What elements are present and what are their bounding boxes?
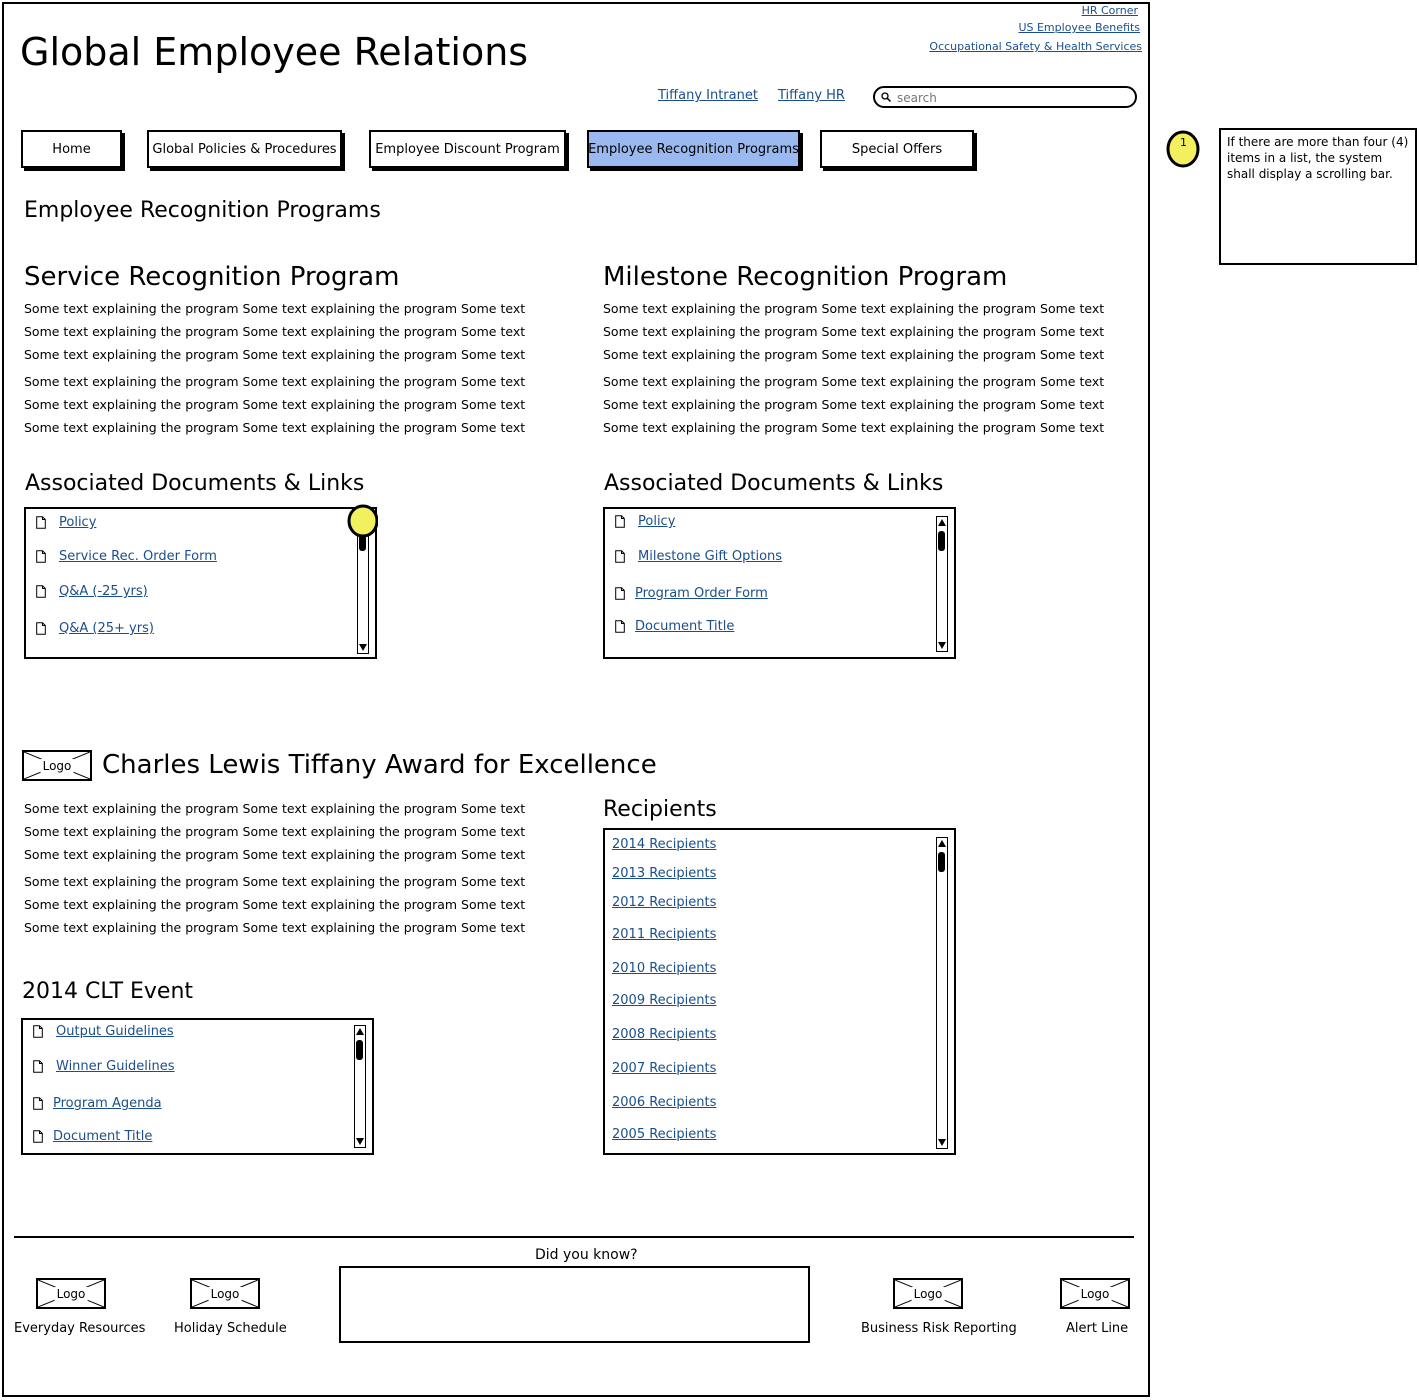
everyday-resources-logo[interactable] — [36, 1278, 106, 1309]
document-icon — [36, 516, 46, 529]
text-line: Some text explaining the program Some text explaining the program Some text — [24, 801, 526, 816]
document-icon — [615, 620, 625, 633]
milestone-text — [603, 301, 1104, 443]
scroll-down-arrow-icon[interactable] — [356, 1138, 364, 1145]
business-risk-label[interactable]: Business Risk Reporting — [861, 1321, 1017, 1336]
text-line: Some text explaining the program Some text explaining the program Some text — [24, 824, 526, 839]
recipients-2008-link[interactable]: 2008 Recipients — [612, 1027, 717, 1042]
tab-special-offers[interactable]: Special Offers — [820, 130, 974, 168]
list-item — [33, 1096, 162, 1111]
list-item — [33, 1129, 152, 1144]
search-icon — [881, 92, 891, 102]
list-item — [33, 1024, 174, 1039]
page-title: Employee Recognition Programs — [24, 198, 381, 223]
us-employee-benefits-link[interactable]: US Employee Benefits — [1018, 21, 1140, 34]
logo-label: Logo — [56, 1286, 86, 1301]
program-agenda-link[interactable]: Program Agenda — [53, 1096, 162, 1111]
site-title: Global Employee Relations — [20, 30, 529, 74]
milestone-docs-list[interactable] — [603, 507, 956, 659]
text-line: Some text explaining the program Some text explaining the program Some text — [24, 347, 526, 362]
occupational-safety-link[interactable]: Occupational Safety & Health Services — [929, 40, 1142, 53]
text-line: Some text explaining the program Some text explaining the program Some text — [603, 397, 1105, 412]
document-icon — [33, 1060, 43, 1073]
list-item — [612, 1061, 716, 1076]
alert-line-label[interactable]: Alert Line — [1066, 1321, 1129, 1336]
list-item — [33, 1059, 175, 1074]
search-input[interactable] — [895, 89, 1129, 107]
recipients-2010-link[interactable]: 2010 Recipients — [612, 961, 717, 976]
list-item — [612, 961, 716, 976]
service-heading: Service Recognition Program — [24, 262, 400, 292]
list-item — [612, 1127, 716, 1142]
text-line: Some text explaining the program Some text explaining the program Some text — [24, 897, 526, 912]
annotation-marker-icon — [346, 503, 378, 537]
recipients-2005-link[interactable]: 2005 Recipients — [612, 1127, 717, 1142]
tab-employee-recognition[interactable]: Employee Recognition Programs — [587, 130, 800, 168]
output-guidelines-link[interactable]: Output Guidelines — [56, 1024, 174, 1039]
list-item — [612, 837, 716, 852]
event-docs-list[interactable] — [21, 1018, 374, 1155]
text-line: Some text explaining the program Some text explaining the program Some text — [24, 847, 526, 862]
list-item — [612, 895, 716, 910]
document-icon — [33, 1025, 43, 1038]
everyday-resources-label[interactable]: Everyday Resources — [14, 1321, 146, 1336]
text-line: Some text explaining the program Some text explaining the program Some text — [24, 324, 526, 339]
document-icon — [33, 1130, 43, 1143]
text-line: Some text explaining the program Some text explaining the program Some text — [24, 374, 526, 389]
text-line: Some text explaining the program Some text explaining the program Some text — [24, 397, 526, 412]
award-text — [24, 801, 525, 943]
scroll-thumb[interactable] — [938, 531, 945, 551]
logo-label: Logo — [1080, 1286, 1110, 1301]
document-icon — [36, 550, 46, 563]
text-line: Some text explaining the program Some text explaining the program Some text — [24, 420, 526, 435]
text-line: Some text explaining the program Some text explaining the program Some text — [24, 301, 526, 316]
alert-line-logo[interactable] — [1060, 1278, 1130, 1309]
list-item — [612, 993, 716, 1008]
tiffany-intranet-link[interactable]: Tiffany Intranet — [658, 88, 758, 103]
scroll-up-arrow-icon[interactable] — [938, 519, 946, 526]
tab-home[interactable]: Home — [21, 130, 122, 168]
scroll-thumb[interactable] — [356, 1040, 363, 1060]
annotation-note: If there are more than four (4) items in a list, the system shall display a scrolling bar. — [1219, 128, 1417, 265]
document-icon — [36, 622, 46, 635]
tab-global-policies[interactable]: Global Policies & Procedures — [147, 130, 342, 168]
service-order-form-link[interactable]: Service Rec. Order Form — [59, 549, 217, 564]
milestone-gift-options-link[interactable]: Milestone Gift Options — [638, 549, 783, 564]
scroll-up-arrow-icon[interactable] — [356, 1028, 364, 1035]
list-item — [615, 619, 734, 634]
logo-label: Logo — [210, 1286, 240, 1301]
did-you-know-label: Did you know? — [535, 1247, 638, 1263]
service-docs-list[interactable] — [24, 507, 377, 659]
recipients-2007-link[interactable]: 2007 Recipients — [612, 1061, 717, 1076]
annotation-number: 1 — [1180, 136, 1187, 149]
list-item — [36, 584, 148, 599]
document-title-link[interactable]: Document Title — [635, 619, 735, 634]
list-item — [36, 621, 154, 636]
scrollbar[interactable] — [936, 516, 948, 652]
event-heading: 2014 CLT Event — [22, 979, 194, 1004]
scroll-up-arrow-icon[interactable] — [938, 840, 946, 847]
service-docs-heading: Associated Documents & Links — [25, 471, 365, 496]
list-item — [615, 514, 675, 529]
document-icon — [615, 550, 625, 563]
recipients-2011-link[interactable]: 2011 Recipients — [612, 927, 717, 942]
award-heading: Charles Lewis Tiffany Award for Excellence — [102, 750, 657, 780]
winner-guidelines-link[interactable]: Winner Guidelines — [56, 1059, 175, 1074]
scroll-down-arrow-icon[interactable] — [359, 644, 367, 651]
document-icon — [36, 585, 46, 598]
did-you-know-box — [339, 1266, 810, 1343]
policy-link[interactable]: Policy — [638, 514, 676, 529]
scroll-down-arrow-icon[interactable] — [938, 1139, 946, 1146]
recipients-2013-link[interactable]: 2013 Recipients — [612, 866, 717, 881]
text-line: Some text explaining the program Some text explaining the program Some text — [603, 301, 1105, 316]
milestone-docs-heading: Associated Documents & Links — [604, 471, 944, 496]
list-item — [612, 866, 716, 881]
document-icon — [615, 515, 625, 528]
list-item — [615, 586, 768, 601]
service-text — [24, 301, 525, 443]
business-risk-logo[interactable] — [893, 1278, 963, 1309]
recipients-2006-link[interactable]: 2006 Recipients — [612, 1095, 717, 1110]
text-line: Some text explaining the program Some text explaining the program Some text — [24, 920, 526, 935]
logo-label: Logo — [42, 758, 72, 773]
text-line: Some text explaining the program Some text explaining the program Some text — [24, 874, 526, 889]
scroll-thumb[interactable] — [938, 852, 945, 872]
list-item — [612, 1027, 716, 1042]
policy-link[interactable]: Policy — [59, 515, 97, 530]
award-logo — [22, 750, 92, 781]
logo-label: Logo — [913, 1286, 943, 1301]
text-line: Some text explaining the program Some text explaining the program Some text — [603, 347, 1105, 362]
holiday-schedule-label[interactable]: Holiday Schedule — [174, 1321, 287, 1336]
text-line: Some text explaining the program Some text explaining the program Some text — [603, 374, 1105, 389]
qa-over-25-link[interactable]: Q&A (25+ yrs) — [59, 621, 154, 636]
list-item — [612, 927, 716, 942]
list-item — [612, 1095, 716, 1110]
scroll-down-arrow-icon[interactable] — [938, 642, 946, 649]
program-order-form-link[interactable]: Program Order Form — [635, 586, 768, 601]
document-title-link[interactable]: Document Title — [53, 1129, 153, 1144]
scrollbar[interactable] — [354, 1025, 366, 1148]
list-item — [36, 515, 96, 530]
tiffany-hr-link[interactable]: Tiffany HR — [778, 88, 845, 103]
recipients-2009-link[interactable]: 2009 Recipients — [612, 993, 717, 1008]
qa-under-25-link[interactable]: Q&A (-25 yrs) — [59, 584, 148, 599]
text-line: Some text explaining the program Some text explaining the program Some text — [603, 420, 1105, 435]
list-item — [36, 549, 217, 564]
footer-divider — [14, 1236, 1134, 1238]
recipients-list[interactable] — [603, 828, 956, 1155]
annotation-badge — [1166, 130, 1200, 168]
list-item — [615, 549, 782, 564]
document-icon — [33, 1097, 43, 1110]
recipients-2014-link[interactable]: 2014 Recipients — [612, 837, 717, 852]
search-box[interactable] — [873, 86, 1137, 108]
scrollbar[interactable] — [936, 837, 948, 1149]
text-line: Some text explaining the program Some text explaining the program Some text — [603, 324, 1105, 339]
hr-corner-link[interactable]: HR Corner — [1081, 4, 1138, 17]
document-icon — [615, 587, 625, 600]
milestone-heading: Milestone Recognition Program — [603, 262, 1008, 292]
tab-employee-discount[interactable]: Employee Discount Program — [369, 130, 566, 168]
holiday-schedule-logo[interactable] — [190, 1278, 260, 1309]
recipients-heading: Recipients — [603, 797, 717, 822]
recipients-2012-link[interactable]: 2012 Recipients — [612, 895, 717, 910]
